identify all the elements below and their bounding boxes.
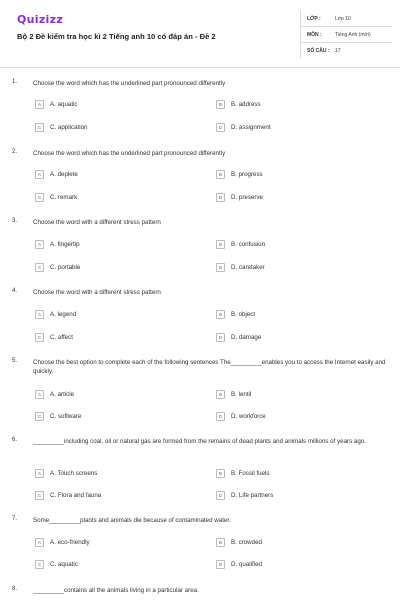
option-text: A. deplete — [50, 170, 78, 178]
meta-key: LỚP : — [307, 15, 321, 22]
option-letter: B — [216, 170, 225, 179]
option-b[interactable] — [216, 468, 270, 478]
option-letter: C — [35, 123, 44, 132]
option-c[interactable] — [35, 332, 73, 342]
option-a[interactable] — [35, 239, 80, 249]
option-text: D. preserve — [231, 193, 263, 201]
question-text: Choose the word which has the underlined part pronounced differently — [33, 80, 226, 87]
question-text: Choose the word with a different stress pattern — [33, 289, 161, 296]
option-letter: B — [216, 538, 225, 547]
option-text: D. damage — [231, 333, 262, 341]
option-d[interactable] — [216, 332, 261, 342]
question-text: _________including coal, oil or natural gas are formed from the remains of dead plants and animals millions of years ago. — [33, 438, 366, 445]
option-d[interactable] — [216, 559, 262, 569]
question-number: 5. — [12, 358, 18, 364]
option-text: B. confusion — [231, 240, 266, 248]
question-number: 2. — [12, 149, 18, 155]
option-text: D. assignment — [231, 123, 271, 131]
option-letter: B — [216, 240, 225, 249]
meta-value: Lớp 10 — [335, 15, 351, 22]
question-text: _________contains all the animals living in a particular area. — [33, 587, 199, 594]
question-number: 3. — [12, 218, 18, 224]
option-letter: D — [216, 412, 225, 421]
option-text: A. eco-friendly — [50, 538, 90, 546]
option-b[interactable] — [216, 99, 261, 109]
option-text: B. address — [231, 100, 261, 108]
option-d[interactable] — [216, 122, 271, 132]
worksheet-header — [0, 0, 400, 68]
question-text: Choose the best option to complete each of the following sentences The_________enables you to access the Internet easily and quickly. — [33, 359, 386, 375]
option-text: D. qualified — [231, 560, 262, 568]
option-letter: B — [216, 390, 225, 399]
option-b[interactable] — [216, 389, 251, 399]
option-letter: A — [35, 240, 44, 249]
option-letter: C — [35, 263, 44, 272]
option-a[interactable] — [35, 309, 76, 319]
option-text: C. software — [50, 412, 82, 420]
option-letter: C — [35, 412, 44, 421]
option-text: A. Touch screens — [50, 469, 98, 477]
meta-value: Tiếng Anh (mới) — [335, 31, 371, 38]
option-text: A. article — [50, 390, 75, 398]
option-d[interactable] — [216, 192, 263, 202]
option-letter: B — [216, 310, 225, 319]
meta-key: SỐ CÂU : — [307, 48, 330, 54]
option-text: A. aquatic — [50, 100, 78, 108]
question-text: Some_________plants and animals die because of contaminated water. — [33, 517, 231, 524]
option-letter: C — [35, 193, 44, 202]
option-a[interactable] — [35, 169, 78, 179]
option-text: B. object — [231, 310, 256, 318]
option-letter: B — [216, 100, 225, 109]
option-text: D. Life partners — [231, 491, 274, 499]
option-d[interactable] — [216, 490, 273, 500]
option-letter: D — [216, 333, 225, 342]
option-b[interactable] — [216, 169, 263, 179]
option-letter: D — [216, 193, 225, 202]
question-number: 8. — [12, 586, 18, 592]
meta-row-count — [301, 43, 392, 59]
option-letter: A — [35, 170, 44, 179]
option-letter: C — [35, 333, 44, 342]
option-text: A. legend — [50, 310, 77, 318]
option-text: B. progress — [231, 170, 263, 178]
option-d[interactable] — [216, 262, 265, 272]
option-text: C. affect — [50, 333, 73, 341]
question-text: Choose the word which has the underlined part pronounced differently — [33, 150, 226, 157]
option-text: C. remark — [50, 193, 78, 201]
option-text: C. portable — [50, 263, 81, 271]
option-a[interactable] — [35, 468, 97, 478]
worksheet-meta — [300, 11, 392, 59]
option-letter: D — [216, 263, 225, 272]
meta-row-class — [301, 11, 392, 27]
option-text: D. caretaker — [231, 263, 265, 271]
option-letter: C — [35, 491, 44, 500]
option-b[interactable] — [216, 537, 262, 547]
option-d[interactable] — [216, 411, 266, 421]
option-text: C. application — [50, 123, 88, 131]
option-letter: B — [216, 469, 225, 478]
option-c[interactable] — [35, 411, 81, 421]
option-letter: A — [35, 100, 44, 109]
meta-value: 17 — [335, 48, 341, 54]
option-letter: D — [216, 491, 225, 500]
option-c[interactable] — [35, 559, 78, 569]
question-number: 7. — [12, 516, 18, 522]
option-text: C. Flora and fauna — [50, 491, 102, 499]
option-b[interactable] — [216, 239, 265, 249]
option-text: B. crowded — [231, 538, 262, 546]
question-number: 1. — [12, 79, 18, 85]
option-letter: A — [35, 310, 44, 319]
option-letter: A — [35, 390, 44, 399]
option-c[interactable] — [35, 122, 88, 132]
option-c[interactable] — [35, 262, 80, 272]
question-number: 6. — [12, 437, 18, 443]
option-letter: A — [35, 538, 44, 547]
option-c[interactable] — [35, 192, 77, 202]
question-number: 4. — [12, 288, 18, 294]
option-text: D. workforce — [231, 412, 266, 420]
worksheet-title: Bộ 2 Đề kiểm tra học kì 2 Tiếng anh 10 có đáp án - Đề 2 — [17, 32, 216, 41]
quizizz-logo: Quizizz — [17, 13, 64, 26]
option-letter: D — [216, 123, 225, 132]
option-text: C. aquatic — [50, 560, 78, 568]
meta-key: MÔN : — [307, 31, 322, 38]
option-letter: A — [35, 469, 44, 478]
question-text: Choose the word with a different stress pattern — [33, 219, 161, 226]
option-letter: C — [35, 560, 44, 569]
option-text: A. fingertip — [50, 240, 80, 248]
option-c[interactable] — [35, 490, 101, 500]
option-a[interactable] — [35, 389, 74, 399]
option-letter: D — [216, 560, 225, 569]
option-a[interactable] — [35, 537, 90, 547]
option-a[interactable] — [35, 99, 78, 109]
meta-row-subject — [301, 27, 392, 43]
option-b[interactable] — [216, 309, 255, 319]
option-text: B. lentil — [231, 390, 252, 398]
option-text: B. Fossil fuels — [231, 469, 270, 477]
